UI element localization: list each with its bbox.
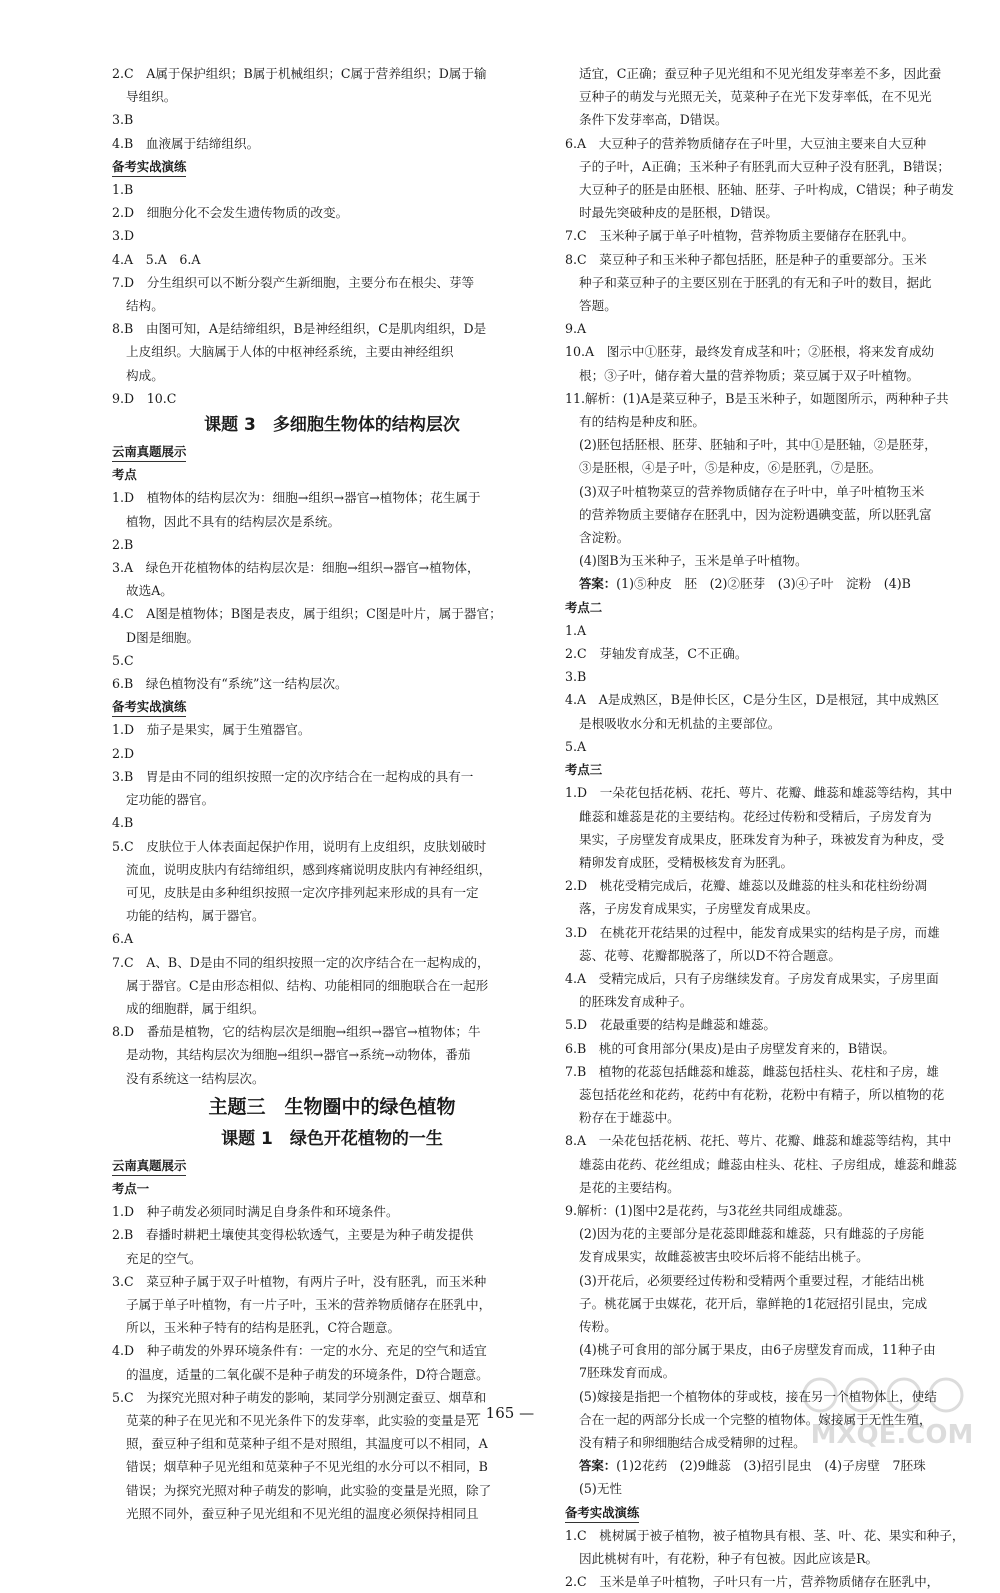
answer-continuation: 豆种子的萌发与光照无关，苋菜种子在光下发芽率低，在不见光 xyxy=(579,89,932,105)
answer-continuation: 是根吸收水分和无机盐的主要部位。 xyxy=(579,715,781,731)
answer-item: 5.C 为探究光照对种子萌发的影响，某同学分别测定蚕豆、烟草和 xyxy=(112,1389,487,1405)
lesson-title: 课题 1 绿色开花植物的一生 xyxy=(221,1128,443,1149)
answer-item: 4.B 血液属于结缔组织。 xyxy=(112,135,260,151)
answer-continuation: 合在一起的两部分长成一个完整的植物体。嫁接属于无性生殖， xyxy=(579,1411,932,1427)
answer-continuation: 流血，说明皮肤内有结缔组织，感到疼痛说明皮肤内有神经组织， xyxy=(126,861,492,877)
answer-continuation: 雄蕊由花药、花丝组成；雌蕊由柱头、花柱、子房组成，雄蕊和雌蕊 xyxy=(579,1156,957,1172)
answer-continuation: 发育成果实，故雌蕊被害虫咬坏后将不能结出桃子。 xyxy=(579,1249,869,1265)
answer-continuation: 所以，玉米种子特有的结构是胚乳，C符合题意。 xyxy=(126,1320,401,1336)
answer-item: 6.A xyxy=(112,931,134,947)
answer-continuation: 子的子叶，A正确；玉米种子有胚乳而大豆种子没有胚乳，B错误； xyxy=(579,158,950,174)
answer-label: 答案： xyxy=(579,1458,617,1474)
answer-continuation: 的温度，适量的二氧化碳不是种子萌发的环境条件，D符合题意。 xyxy=(126,1366,489,1382)
answer-item: 2.D xyxy=(112,745,135,761)
topic-label: 考点 xyxy=(112,467,137,483)
answer-continuation: 子。桃花属于虫媒花，花开后，靠鲜艳的1花冠招引昆虫，完成 xyxy=(579,1295,928,1311)
answer-continuation: (4)图B为玉米种子，玉米是单子叶植物。 xyxy=(579,553,808,569)
answer-item: 4.A A是成熟区，B是伸长区，C是分生区，D是根冠，其中成熟区 xyxy=(565,692,940,708)
answer-continuation: 构成。 xyxy=(126,367,164,383)
section-label-text: 备考实战演练 xyxy=(112,158,186,177)
answer-item: 3.B xyxy=(112,112,134,128)
right-column xyxy=(565,62,1000,1593)
answer-continuation: 根；③子叶，储存着大量的营养物质；菜豆属于双子叶植物。 xyxy=(579,367,920,383)
answer-continuation: 的营养物质主要储存在胚乳中，因为淀粉遇碘变蓝，所以胚乳富 xyxy=(579,506,932,522)
answer-continuation: (5)嫁接是指把一个植物体的芽或枝，接在另一个植物体上，使结 xyxy=(579,1388,937,1404)
answer-continuation: 错误；烟草种子见光组和苋菜种子不见光组的水分可以不相同，B xyxy=(126,1459,488,1475)
answer-item: 5.C xyxy=(112,652,134,668)
answer-item: 7.D 分生组织可以不断分裂产生新细胞，主要分布在根尖、芽等 xyxy=(112,274,475,290)
answer-continuation: 时最先突破种皮的是胚根，D错误。 xyxy=(579,205,779,221)
answer-continuation: 上皮组织。大脑属于人体的中枢神经系统，主要由神经组织 xyxy=(126,344,454,360)
answer-item: 6.B 桃的可食用部分(果皮)是由子房壁发育来的，B错误。 xyxy=(565,1040,896,1056)
answer-item: 5.D 花最重要的结构是雌蕊和雄蕊。 xyxy=(565,1017,777,1033)
answer-continuation: D图是细胞。 xyxy=(126,629,200,645)
answer-continuation: (3)双子叶植物菜豆的营养物质储存在子叶中，单子叶植物玉米 xyxy=(579,483,925,499)
answer-continuation: 种子和菜豆种子的主要区别在于胚乳的有无和子叶的数目，据此 xyxy=(579,274,932,290)
answer-continuation: 属于器官。C是由形态相似、结构、功能相同的细胞联合在一起形 xyxy=(126,977,489,993)
answer-item: 7.C A、B、D是由不同的组织按照一定的次序结合在一起构成的， xyxy=(112,954,490,970)
answer-continuation: 粉存在于雄蕊中。 xyxy=(579,1110,680,1126)
answer-continuation: (5)无性 xyxy=(579,1481,623,1497)
answer-item: 8.D 番茄是植物，它的结构层次是细胞→组织→器官→植物体；牛 xyxy=(112,1024,481,1040)
answer-text: (1)2花药 (2)9雌蕊 (3)招引昆虫 (4)子房壁 7胚珠 xyxy=(616,1458,926,1474)
answer-continuation: 条件下发芽率高，D错误。 xyxy=(579,112,728,128)
answer-item: 6.B 绿色植物没有“系统”这一结构层次。 xyxy=(112,676,348,692)
answer-item: 4.A 受精完成后，只有子房继续发育。子房发育成果实，子房里面 xyxy=(565,970,939,986)
answer-continuation: (4)桃子可食用的部分属于果皮，由6子房壁发育而成，11种子由 xyxy=(579,1342,936,1358)
answer-item: 11.解析：(1)A是菜豆种子，B是玉米种子，如题图所示，两种种子共 xyxy=(565,390,949,406)
answer-item: 8.B 由图可知，A是结缔组织，B是神经组织，C是肌肉组织，D是 xyxy=(112,321,487,337)
section-label xyxy=(112,440,552,463)
answer-item: 4.C A图是植物体；B图是表皮，属于组织；C图是叶片，属于器官； xyxy=(112,606,502,622)
answer-continuation: 因此桃树有叶，有花粉，种子有包被。因此应该是R。 xyxy=(579,1551,879,1566)
answer-continuation: 没有系统这一结构层次。 xyxy=(126,1070,265,1086)
answer-continuation: 充足的空气。 xyxy=(126,1250,202,1266)
answer-continuation: 定功能的器官。 xyxy=(126,792,215,808)
section-label xyxy=(112,695,552,718)
answer-continuation: 含淀粉。 xyxy=(579,530,630,546)
answer-item: 8.A 一朵花包括花柄、花托、萼片、花瓣、雌蕊和雄蕊等结构，其中 xyxy=(565,1133,952,1149)
answer-item: 3.D 在桃花开花结果的过程中，能发育成果实的结构是子房，而雄 xyxy=(565,924,940,940)
answer-continuation: ③是胚根，④是子叶，⑤是种皮，⑥是胚乳，⑦是胚。 xyxy=(579,460,882,476)
answer-item: 10.A 图示中①胚芽，最终发育成茎和叶；②胚根，将来发育成幼 xyxy=(565,344,935,360)
topic-label: 考点二 xyxy=(565,599,603,615)
answer-continuation: (3)开花后，必须要经过传粉和受精两个重要过程，才能结出桃 xyxy=(579,1272,925,1288)
answer-item: 2.B 春播时耕耙土壤使其变得松软透气，主要是为种子萌发提供 xyxy=(112,1227,474,1243)
answer-continuation: 7胚珠发育而成。 xyxy=(579,1365,676,1381)
answer-item: 1.D 种子萌发必须同时满足自身条件和环境条件。 xyxy=(112,1204,399,1220)
answer-item: 8.C 菜豆种子和玉米种子都包括胚，胚是种子的重要部分。玉米 xyxy=(565,251,927,267)
answer-item: 2.C A属于保护组织；B属于机械组织；C属于营养组织；D属于输 xyxy=(112,66,487,81)
answer-continuation: 蕊、花萼、花瓣都脱落了，所以D不符合题意。 xyxy=(579,947,841,963)
section-label xyxy=(112,155,552,178)
answer-item: 5.C 皮肤位于人体表面起保护作用，说明有上皮组织，皮肤划破时 xyxy=(112,838,487,854)
answer-continuation: 照，蚕豆种子组和苋菜种子组不是对照组，其温度可以不相同，A xyxy=(126,1436,488,1452)
answer-continuation: 果实，子房壁发育成果皮，胚珠发育为种子，珠被发育为种皮，受 xyxy=(579,831,945,847)
topic-label: 考点一 xyxy=(112,1180,150,1196)
section-label xyxy=(112,1154,552,1177)
answer-continuation: 故选A。 xyxy=(126,583,173,599)
answer-item: 4.D 种子萌发的外界环境条件有：一定的水分、充足的空气和适宜 xyxy=(112,1343,487,1359)
answer-item: 3.D xyxy=(112,228,135,244)
answer-text: (1)⑤种皮 胚 (2)②胚芽 (3)④子叶 淀粉 (4)B xyxy=(616,576,911,592)
answer-continuation: 有的结构是种皮和胚。 xyxy=(579,414,705,430)
answer-continuation: 植物，因此不具有的结构层次是系统。 xyxy=(126,513,341,529)
answer-continuation: 光照不同外，蚕豆种子见光组和不见光组的温度必须保持相同且 xyxy=(126,1505,479,1521)
answer-continuation: 传粉。 xyxy=(579,1318,617,1334)
answer-item: 2.B xyxy=(112,536,134,552)
left-column xyxy=(112,62,552,1525)
answer-item: 7.C 玉米种子属于单子叶植物，营养物质主要储存在胚乳中。 xyxy=(565,228,915,244)
answer-item: 3.C 菜豆种子属于双子叶植物，有两片子叶，没有胚乳，而玉米种 xyxy=(112,1273,487,1289)
answer-continuation: 是花的主要结构。 xyxy=(579,1179,680,1195)
answer-continuation: 结构。 xyxy=(126,298,164,314)
answer-item: 1.D 一朵花包括花柄、花托、萼片、花瓣、雌蕊和雄蕊等结构，其中 xyxy=(565,785,953,801)
answer-item: 6.A 大豆种子的营养物质储存在子叶里，大豆油主要来自大豆种 xyxy=(565,135,927,151)
topic-label: 考点三 xyxy=(565,762,603,778)
chapter-title: 主题三 生物圈中的绿色植物 xyxy=(208,1095,456,1118)
section-label-text: 云南真题展示 xyxy=(112,1157,186,1176)
answer-item: 9.解析：(1)图中2是花药，与3花丝共同组成雄蕊。 xyxy=(565,1202,851,1218)
answer-continuation: 成的细胞群，属于组织。 xyxy=(126,1000,265,1016)
watermark-logo xyxy=(800,1365,985,1450)
answer-item: 3.B xyxy=(565,669,587,685)
answer-item: 1.D 茄子是果实，属于生殖器官。 xyxy=(112,722,311,738)
answer-continuation: 苋菜的种子在见光和不见光条件下的发芽率，此实验的变量是光 xyxy=(126,1412,479,1428)
answer-continuation: 精卵发育成胚，受精极核发育为胚乳。 xyxy=(579,854,794,870)
answer-item: 9.D 10.C xyxy=(112,390,177,406)
answer-continuation: 功能的结构，属于器官。 xyxy=(126,908,265,924)
answer-item: 1.B xyxy=(112,182,134,198)
lesson-title: 课题 3 多细胞生物体的结构层次 xyxy=(204,415,460,436)
answer-continuation: 的胚珠发育成种子。 xyxy=(579,994,693,1010)
answer-continuation: 适宜，C正确；蚕豆种子见光组和不见光组发芽率差不多，因此蚕 xyxy=(579,66,942,81)
answer-item: 5.A xyxy=(565,738,587,754)
page-number: — 165 — xyxy=(465,1404,535,1422)
section-label-text: 云南真题展示 xyxy=(112,443,186,462)
answer-continuation: 雌蕊和雄蕊是花的主要结构。花经过传粉和受精后，子房发育为 xyxy=(579,808,932,824)
answer-continuation: 大豆种子的胚是由胚根、胚轴、胚芽、子叶构成，C错误；种子萌发 xyxy=(579,182,954,198)
answer-continuation: 可见，皮肤是由多种组织按照一定次序排列起来形成的具有一定 xyxy=(126,884,479,900)
answer-summary xyxy=(565,1454,1000,1477)
answer-summary xyxy=(565,572,1000,595)
answer-continuation: (2)因为花的主要部分是花蕊即雌蕊和雄蕊，只有雌蕊的子房能 xyxy=(579,1226,925,1242)
section-label-text: 备考实战演练 xyxy=(565,1504,639,1523)
answer-continuation: 子属于单子叶植物，有一片子叶，玉米的营养物质储存在胚乳中， xyxy=(126,1296,492,1312)
answer-item: 3.B 胃是由不同的组织按照一定的次序结合在一起构成的具有一 xyxy=(112,768,474,784)
answer-item: 1.D 植物体的结构层次为：细胞→组织→器官→植物体；花生属于 xyxy=(112,490,481,506)
answer-item: 7.B 植物的花蕊包括雌蕊和雄蕊，雌蕊包括柱头、花柱和子房，雄 xyxy=(565,1063,939,1079)
answer-continuation: 没有精子和卵细胞结合成受精卵的过程。 xyxy=(579,1434,806,1450)
answer-continuation: 蕊包括花丝和花药，花药中有花粉，花粉中有精子，所以植物的花 xyxy=(579,1086,945,1102)
answer-item: 4.A 5.A 6.A xyxy=(112,251,201,267)
answer-item: 1.C 桃树属于被子植物，被子植物具有根、茎、叶、花、果实和种子， xyxy=(565,1527,965,1543)
answer-item: 3.A 绿色开花植物体的结构层次是：细胞→组织→器官→植物体， xyxy=(112,560,480,576)
answer-item: 2.C 玉米是单子叶植物，子叶只有一片，营养物质储存在胚乳中， xyxy=(565,1574,940,1590)
section-label-text: 备考实战演练 xyxy=(112,698,186,717)
answer-item: 9.A xyxy=(565,321,587,337)
answer-continuation: 导组织。 xyxy=(126,89,177,105)
answer-item: 2.D 桃花受精完成后，花瓣、雄蕊以及雌蕊的柱头和花柱纷纷凋 xyxy=(565,878,928,894)
answer-item: 4.B xyxy=(112,815,134,831)
answer-item: 2.C 芽轴发育成茎，C不正确。 xyxy=(565,646,748,662)
answer-item: 2.D 细胞分化不会发生遗传物质的改变。 xyxy=(112,205,349,221)
answer-continuation: 是动物，其结构层次为细胞→组织→器官→系统→动物体，番茄 xyxy=(126,1047,471,1063)
answer-label: 答案： xyxy=(579,576,617,592)
answer-item: 1.A xyxy=(565,622,587,638)
answer-continuation: 答题。 xyxy=(579,298,617,314)
answer-continuation: 落，子房发育成果实，子房壁发育成果皮。 xyxy=(579,901,819,917)
answer-continuation: 错误；为探究光照对种子萌发的影响，此实验的变量是光照，除了 xyxy=(126,1482,492,1498)
section-label xyxy=(565,1501,1000,1524)
svg-text:MXQE.COM: MXQE.COM xyxy=(810,1420,974,1450)
answer-continuation: (2)胚包括胚根、胚芽、胚轴和子叶，其中①是胚轴，②是胚芽， xyxy=(579,437,937,453)
